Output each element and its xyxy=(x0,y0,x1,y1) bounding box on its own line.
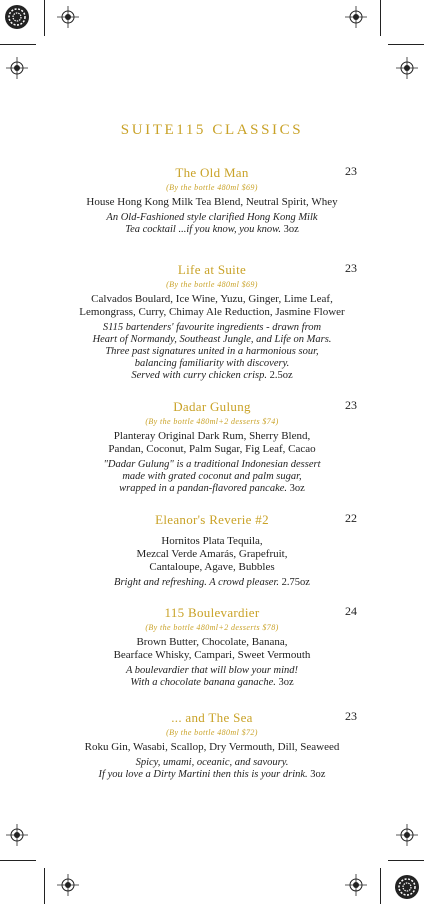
menu-item-ingredients: Roku Gin, Wasabi, Scallop, Dry Vermouth, Dill, Seaweed xyxy=(84,741,340,753)
menu-item-name: ... and The Sea xyxy=(171,710,253,725)
menu-item-price: 22 xyxy=(345,511,357,525)
registration-mark-icon xyxy=(6,57,28,79)
menu-item xyxy=(0,604,424,689)
menu-item-name: Eleanor's Reverie #2 xyxy=(155,512,269,527)
menu-item xyxy=(0,511,424,589)
menu-item-header xyxy=(0,709,424,727)
menu-item-ingredients: Calvados Boulard, Ice Wine, Yuzu, Ginger, Lime Leaf, Lemongrass, Curry, Chimay Ale Reduction, Jasmine Flower xyxy=(79,293,345,318)
menu-item-volume: 2.75oz xyxy=(281,577,310,588)
registration-mark-icon xyxy=(396,824,418,846)
menu-item-bottle-price: (By the bottle 480ml+2 desserts $78) xyxy=(145,623,279,632)
crop-mark xyxy=(380,0,381,36)
menu-item-header xyxy=(0,604,424,622)
menu-item-description xyxy=(0,665,424,689)
menu-item-description xyxy=(0,577,424,589)
registration-mark-icon xyxy=(6,824,28,846)
menu-item-ingredients: Hornitos Plata Tequila, Mezcal Verde Amarás, Grapefruit, Cantaloupe, Agave, Bubbles xyxy=(136,535,288,573)
crop-mark xyxy=(388,44,424,45)
crop-mark xyxy=(44,0,45,36)
menu-item xyxy=(0,164,424,236)
menu-item-description-text: Bright and refreshing. A crowd pleaser. xyxy=(114,577,280,588)
menu-item-ingredients: Brown Butter, Chocolate, Banana, Bearface Whisky, Campari, Sweet Vermouth xyxy=(113,636,311,661)
menu-item-price: 23 xyxy=(345,164,357,178)
menu-item-header xyxy=(0,511,424,529)
menu-item-description-text: Spicy, umami, oceanic, and savoury. If you love a Dirty Martini then this is your drink. xyxy=(98,757,308,780)
menu-item-description-text: A boulevardier that will blow your mind! With a chocolate banana ganache. xyxy=(125,665,299,688)
menu-item-header xyxy=(0,398,424,416)
menu-item-bottle-price: (By the bottle 480ml $69) xyxy=(166,280,258,289)
menu-item-volume: 2.5oz xyxy=(269,370,293,381)
menu-item-name: The Old Man xyxy=(175,165,249,180)
menu-item-ingredients: House Hong Kong Milk Tea Blend, Neutral Spirit, Whey xyxy=(86,196,338,208)
crop-mark xyxy=(0,860,36,861)
menu-item-description-text: An Old-Fashioned style clarified Hong Kong Milk Tea cocktail ...if you know, you know. xyxy=(106,212,318,235)
menu-item-description xyxy=(0,322,424,382)
menu-item-price: 23 xyxy=(345,398,357,412)
menu-item-name: Dadar Gulung xyxy=(173,399,251,414)
menu-item-volume: 3oz xyxy=(283,224,299,235)
crop-mark xyxy=(44,868,45,904)
menu-item xyxy=(0,261,424,382)
registration-mark-icon xyxy=(57,6,79,28)
menu-item-price: 23 xyxy=(345,261,357,275)
menu-item-description-text: "Dadar Gulung" is a traditional Indonesian dessert made with grated coconut and palm sugar, wrapped in a pandan-flavored pancake. xyxy=(103,459,321,494)
menu-item-volume: 3oz xyxy=(289,483,305,494)
print-pattern-icon xyxy=(4,4,30,30)
menu-item-bottle-price: (By the bottle 480ml $72) xyxy=(166,728,258,737)
crop-mark xyxy=(388,860,424,861)
registration-mark-icon xyxy=(57,874,79,896)
menu-item-header xyxy=(0,164,424,182)
menu-item-description xyxy=(0,212,424,236)
menu-item-name: Life at Suite xyxy=(177,262,247,277)
menu-item-description xyxy=(0,757,424,781)
registration-mark-icon xyxy=(345,874,367,896)
registration-mark-icon xyxy=(345,6,367,28)
menu-item-header xyxy=(0,261,424,279)
menu-item xyxy=(0,709,424,781)
menu-item-price: 23 xyxy=(345,709,357,723)
menu-item-volume: 3oz xyxy=(310,769,326,780)
menu-item-price: 24 xyxy=(345,604,357,618)
print-pattern-icon xyxy=(394,874,420,900)
menu-item-description-text: S115 bartenders' favourite ingredients - drawn from Heart of Normandy, Southeast Jungle, and Life on Mars. Three past signatures united in a harmonious sour, balancing familiarity with discovery. Served with curry chicken crisp. xyxy=(92,322,332,381)
menu-item-bottle-price: (By the bottle 480ml $69) xyxy=(166,183,258,192)
menu-item-description xyxy=(0,459,424,495)
menu-item xyxy=(0,398,424,495)
crop-mark xyxy=(0,44,36,45)
menu-item-bottle-price: (By the bottle 480ml+2 desserts $74) xyxy=(145,417,279,426)
menu-item-ingredients: Planteray Original Dark Rum, Sherry Blend, Pandan, Coconut, Palm Sugar, Fig Leaf, Cacao xyxy=(108,430,316,455)
menu-title: SUITE115 CLASSICS xyxy=(120,122,304,138)
menu-item-name: 115 Boulevardier xyxy=(164,605,260,620)
crop-mark xyxy=(380,868,381,904)
menu-item-volume: 3oz xyxy=(278,677,294,688)
registration-mark-icon xyxy=(396,57,418,79)
